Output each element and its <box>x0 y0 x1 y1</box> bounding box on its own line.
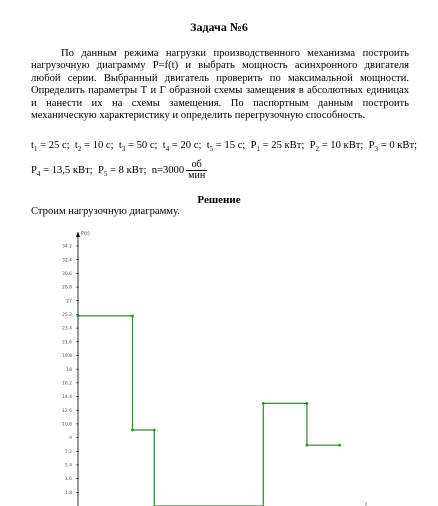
given-p4: $P_4 = 13,5$ кВт; <box>31 164 93 179</box>
given-p2: $P_2 = 10$ кВт; <box>309 140 364 154</box>
y-tick-label: 16.2 <box>61 381 72 387</box>
series-line <box>78 316 340 506</box>
series-point <box>77 315 80 318</box>
y-tick-label: 10.8 <box>61 422 72 428</box>
series-point <box>338 444 341 447</box>
given-p5: $P_5 = 8$ кВт; <box>97 164 147 179</box>
y-tick-label: 25.2 <box>61 313 72 319</box>
y-tick-label: 18 <box>66 367 72 373</box>
y-tick-label: 5.4 <box>64 463 72 469</box>
given-t3: $t_3 = 50$ с; <box>118 140 158 154</box>
y-tick-label: 28.8 <box>61 285 72 291</box>
y-tick-label: 7.2 <box>64 449 72 455</box>
given-p1: $P_1 = 25$ кВт; <box>250 140 305 154</box>
y-tick-label: 27 <box>66 299 72 305</box>
solution-text: Строим нагрузочную диаграмму. <box>31 206 180 217</box>
given-t1: $t_1 = 25$ с; <box>31 140 70 154</box>
chart-y-ticks <box>62 244 79 496</box>
y-tick-label: 32.4 <box>61 258 72 264</box>
series-point <box>262 402 265 405</box>
chart-series <box>77 315 341 506</box>
given-speed: n=3000 $\frac{об}{\text{мин}}$ <box>151 159 206 181</box>
series-point <box>131 429 134 432</box>
y-tick-label: 19.8 <box>61 354 72 360</box>
y-axis-arrow <box>76 232 80 237</box>
series-point <box>306 444 309 447</box>
series-point <box>131 315 134 318</box>
speed-unit-fraction: $\frac{об}{\text{мин}}$ <box>188 159 206 181</box>
given-p3: $P_3 = 0$ кВт; <box>368 140 418 154</box>
y-tick-label: 3.6 <box>64 477 72 483</box>
y-tick-label: 1.8 <box>64 490 72 496</box>
y-axis-label: P(t) <box>81 231 90 237</box>
y-tick-label: 34.2 <box>61 244 72 250</box>
y-tick-label: 14.4 <box>61 395 72 401</box>
given-t5: $t_5 = 15$ с; <box>206 140 246 154</box>
given-t2: $t_2 = 10$ с; <box>74 140 114 154</box>
task-statement: По данным режима нагрузки производственного механизма построить нагрузочную диаграмму P=f(t) и выбрать мощность асинхронного двигателя любой серии. Выбранный двигатель проверить по максимальной мощности. Определить параметры Т и Г образной схемы замещения в абсолютных единицах и нанести их на схемы замещения. По паспортным данным построить механическую характеристику и определить перегрузочную способность. <box>31 48 409 122</box>
y-tick-label: 30.6 <box>61 271 72 277</box>
series-point <box>306 402 309 405</box>
series-point <box>153 429 156 432</box>
task-title: Задача №6 <box>190 20 248 34</box>
y-tick-label: 12.6 <box>61 408 72 414</box>
solution-heading: Решение <box>197 194 241 206</box>
y-tick-label: 23.4 <box>61 326 72 332</box>
y-tick-label: 21.6 <box>61 340 72 346</box>
chart-axes <box>76 231 366 506</box>
given-t4: $t_4 = 20$ с; <box>162 140 202 154</box>
y-tick-label: 9 <box>69 436 72 442</box>
